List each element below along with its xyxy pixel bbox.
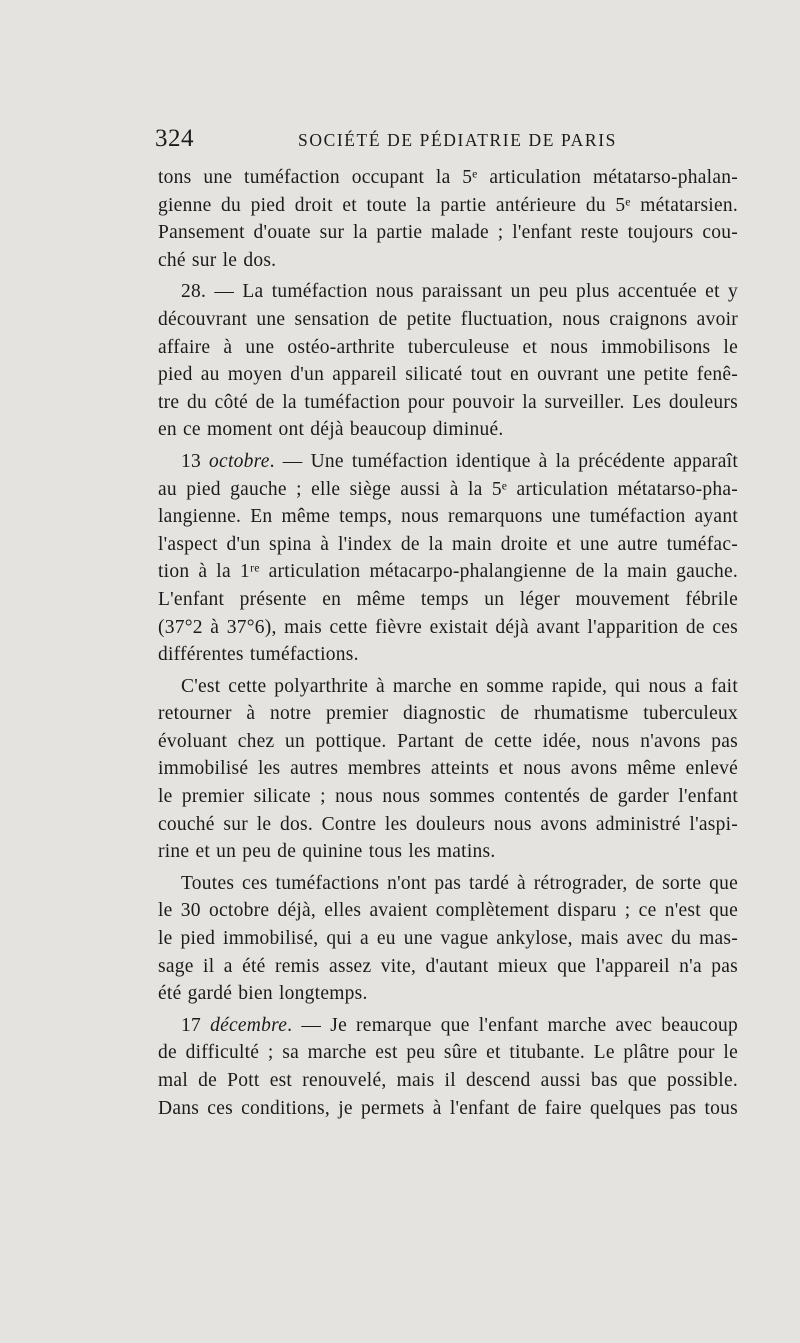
text-line: rine et un peu de quinine tous les matins.	[158, 841, 496, 863]
text-line: ché sur le dos.	[158, 249, 277, 271]
text-line: découvrant une sensation de petite fluctuation, nous craignons avoir	[158, 308, 738, 330]
paragraph-6	[158, 1012, 738, 1122]
text-line: pied au moyen d'un appareil silicaté tout en ouvrant une petite fenê-	[158, 364, 738, 386]
paragraph-1	[158, 164, 738, 274]
text-line: (37°2 à 37°6), mais cette fièvre existait déjà avant l'apparition de ces	[158, 616, 738, 638]
paragraph-2	[158, 278, 738, 444]
text-line: affaire à une ostéo-arthrite tuberculeuse et nous immobilisons le	[158, 336, 738, 358]
text-line: le 30 octobre déjà, elles avaient complètement disparu ; ce n'est que	[158, 900, 738, 922]
paragraph-5	[158, 870, 738, 1008]
text-line: tre du côté de la tuméfaction pour pouvoir la surveiller. Les douleurs	[158, 391, 738, 413]
text-line: langienne. En même temps, nous remarquons une tuméfaction ayant	[158, 506, 738, 528]
text-line: 17 décembre. — Je remarque que l'enfant marche avec beaucoup	[181, 1014, 738, 1036]
text-line: immobilisé les autres membres atteints et nous avons même enlevé	[158, 758, 738, 780]
running-head: SOCIÉTÉ DE PÉDIATRIE DE PARIS	[298, 130, 617, 150]
text-line: L'enfant présente en même temps un léger mouvement fébrile	[158, 588, 738, 610]
page-header	[155, 123, 740, 157]
text-line: de difficulté ; sa marche est peu sûre et titubante. Le plâtre pour le	[158, 1042, 738, 1064]
text-line: tons une tuméfaction occupant la 5ᵉ articulation métatarso-phalan-	[158, 167, 738, 188]
text-line: gienne du pied droit et toute la partie antérieure du 5ᵉ métatarsien.	[158, 194, 738, 216]
text-line: l'aspect d'un spina à l'index de la main droite et une autre tuméfac-	[158, 533, 738, 555]
text-line: tion à la 1ʳᵉ articulation métacarpo-phalangienne de la main gauche.	[158, 561, 738, 583]
body-text	[158, 164, 738, 1122]
text-line: couché sur le dos. Contre les douleurs nous avons administré l'aspi-	[158, 813, 738, 835]
text-line: différentes tuméfactions.	[158, 644, 359, 666]
text-line: été gardé bien longtemps.	[158, 983, 368, 1005]
text-line: Toutes ces tuméfactions n'ont pas tardé à rétrograder, de sorte que	[181, 872, 738, 894]
paragraph-3	[158, 448, 738, 669]
text-line: le premier silicate ; nous nous sommes contentés de garder l'enfant	[158, 786, 738, 808]
text-line: évoluant chez un pottique. Partant de cette idée, nous n'avons pas	[158, 730, 738, 752]
text-line: le pied immobilisé, qui a eu une vague ankylose, mais avec du mas-	[158, 928, 738, 950]
text-line: Pansement d'ouate sur la partie malade ; l'enfant reste toujours cou-	[158, 222, 738, 244]
text-line: mal de Pott est renouvelé, mais il descend aussi bas que possible.	[158, 1070, 738, 1091]
text-line: 28. — La tuméfaction nous paraissant un peu plus accentuée et y	[181, 281, 738, 303]
paragraph-4	[158, 673, 738, 866]
text-line: retourner à notre premier diagnostic de rhumatisme tuberculeux	[158, 703, 738, 725]
text-line: Dans ces conditions, je permets à l'enfant de faire quelques pas tous	[158, 1097, 738, 1119]
text-line: C'est cette polyarthrite à marche en somme rapide, qui nous a fait	[181, 675, 738, 697]
text-line: 13 octobre. — Une tuméfaction identique à la précédente apparaît	[181, 450, 739, 472]
text-line: en ce moment ont déjà beaucoup diminué.	[158, 419, 504, 441]
text-line: sage il a été remis assez vite, d'autant mieux que l'appareil n'a pas	[158, 955, 738, 977]
page-number: 324	[155, 125, 194, 152]
text-line: au pied gauche ; elle siège aussi à la 5ᵉ articulation métatarso-pha-	[158, 478, 738, 500]
